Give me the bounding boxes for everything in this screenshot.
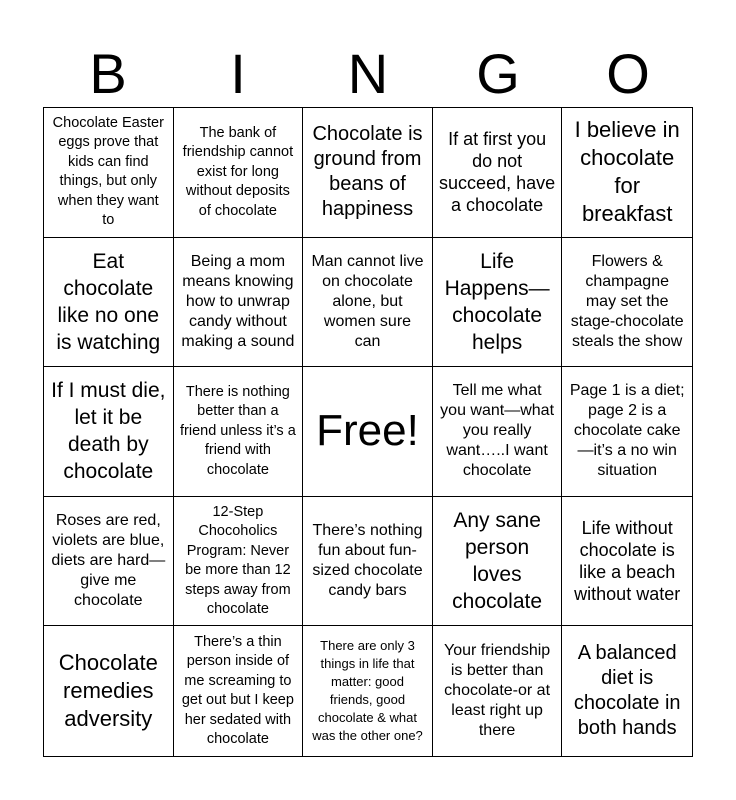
bingo-cell[interactable] — [562, 238, 692, 368]
bingo-cell[interactable] — [433, 108, 563, 238]
bingo-cell[interactable] — [433, 238, 563, 368]
bingo-cell[interactable] — [303, 108, 433, 238]
cell-text: 12-Step Chocoholics Program: Never be more than 12 steps away from chocolate — [185, 503, 291, 618]
bingo-cell[interactable] — [44, 497, 174, 627]
bingo-cell[interactable] — [303, 497, 433, 627]
header-letter-b: B — [89, 42, 127, 105]
bingo-cell[interactable] — [44, 367, 174, 497]
header-letter-n: N — [347, 42, 389, 105]
cell-text: There’s a thin person inside of me screaming to get out but I keep her sedated with chocolate — [181, 633, 294, 748]
cell-text: Being a mom means knowing how to unwrap candy without making a sound — [181, 252, 295, 350]
bingo-cell[interactable] — [174, 626, 304, 756]
bingo-cell[interactable] — [44, 626, 174, 756]
bingo-cell[interactable] — [174, 497, 304, 627]
cell-text: If I must die, let it be death by chocolate — [51, 379, 166, 484]
cell-text: Tell me what you want—what you really want…..I want chocolate — [440, 382, 555, 480]
cell-text: Chocolate remedies adversity — [58, 650, 158, 732]
bingo-cell[interactable] — [433, 497, 563, 627]
bingo-cell[interactable] — [562, 108, 692, 238]
header-letter-g: G — [476, 42, 520, 105]
bingo-cell[interactable] — [562, 497, 692, 627]
bingo-cell[interactable] — [433, 626, 563, 756]
cell-text: Eat chocolate like no one is watching — [56, 249, 161, 354]
cell-text: If at first you do not succeed, have a chocolate — [439, 129, 556, 216]
cell-text: There is nothing better than a friend unless it’s a friend with chocolate — [179, 383, 296, 478]
cell-text: There’s nothing fun about fun-sized chocolate candy bars — [312, 522, 423, 600]
bingo-cell[interactable] — [303, 238, 433, 368]
bingo-cell[interactable] — [174, 238, 304, 368]
bingo-cell[interactable] — [562, 626, 692, 756]
cell-text: The bank of friendship cannot exist for long without deposits of chocolate — [182, 124, 294, 219]
bingo-grid — [43, 107, 693, 757]
cell-text: Any sane person loves chocolate — [452, 509, 543, 614]
cell-text: Life Happens—chocolate helps — [444, 249, 550, 354]
bingo-cell[interactable] — [174, 367, 304, 497]
bingo-cell[interactable] — [44, 238, 174, 368]
free-space-cell[interactable] — [303, 367, 433, 497]
cell-text: Chocolate is ground from beans of happiness — [312, 123, 423, 221]
cell-text: Roses are red, violets are blue, diets are hard—give me chocolate — [51, 512, 166, 610]
bingo-cell[interactable] — [44, 108, 174, 238]
header-letter-i: I — [230, 42, 246, 105]
bingo-cell[interactable] — [303, 626, 433, 756]
bingo-header — [43, 42, 693, 106]
cell-text: There are only 3 things in life that matter: good friends, good chocolate & what was the other one? — [312, 638, 423, 744]
cell-text: Page 1 is a diet; page 2 is a chocolate cake—it’s a no win situation — [569, 382, 685, 480]
cell-text: Life without chocolate is like a beach without water — [574, 518, 681, 605]
bingo-cell[interactable] — [562, 367, 692, 497]
free-space-text: Free! — [316, 406, 419, 456]
bingo-cell[interactable] — [433, 367, 563, 497]
cell-text: Chocolate Easter eggs prove that kids can find things, but only when they want to — [52, 114, 164, 229]
cell-text: Man cannot live on chocolate alone, but women sure can — [311, 252, 424, 350]
header-letter-o: O — [606, 42, 650, 105]
cell-text: Flowers & champagne may set the stage-chocolate steals the show — [570, 252, 684, 350]
cell-text: I believe in chocolate for breakfast — [574, 117, 680, 227]
cell-text: A balanced diet is chocolate in both hands — [573, 642, 681, 740]
bingo-cell[interactable] — [174, 108, 304, 238]
cell-text: Your friendship is better than chocolate-or at least right up there — [444, 642, 551, 740]
